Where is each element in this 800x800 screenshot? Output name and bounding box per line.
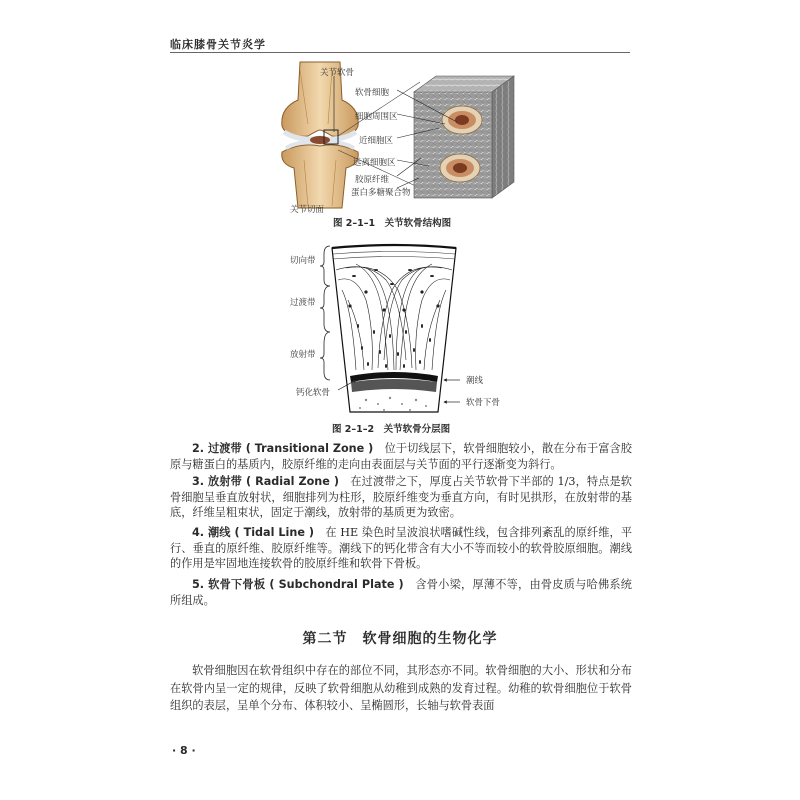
paragraph-radial-zone [170, 474, 632, 521]
label-radial-zone: 放射带 [290, 350, 316, 360]
paragraph-text: 位于切线层下，软骨细胞较小，散在分布于富含胶原与糖蛋白的基质内，胶原纤维的走向由表面层与关节面的平行逐渐变为斜行。 [170, 442, 632, 471]
term-transitional-zone: 2. 过渡带 ( Transitional Zone ) [192, 442, 374, 455]
section-title: 第二节 软骨细胞的生物化学 [302, 631, 498, 647]
figure1-leader-lines [395, 84, 475, 194]
paragraph-text: 含骨小梁，厚薄不等，由骨皮质与哈佛系统所组成。 [170, 578, 632, 607]
section-body-paragraph [170, 662, 632, 715]
label-pericellular-zone: 细胞周围区 [355, 112, 398, 122]
label-tangential-zone: 切向带 [290, 256, 316, 266]
label-chondrocyte: 软骨细胞 [355, 88, 390, 98]
figure2-caption: 图 2–1–2 关节软骨分层图 [332, 424, 451, 435]
label-collagen-fiber: 胶原纤维 [355, 175, 390, 185]
term-subchondral-plate: 5. 软骨下骨板 ( Subchondral Plate ) [192, 578, 404, 591]
label-subchondral-bone: 软骨下骨 [466, 398, 501, 408]
paragraph-text: 在 HE 染色时呈波浪状嗜碱性线，包含排列紊乱的原纤维，平行、垂直的原纤维、胶原纤维等。潮线下的钙化带含有大小不等而较小的软骨胶原细胞。潮线的作用是牢固地连接软骨的胶原纤维和软骨下骨板。 [170, 526, 633, 571]
figure2-brackets [316, 244, 334, 394]
label-calcified-cartilage: 钙化软骨 [296, 388, 331, 398]
term-radial-zone: 3. 放射带 ( Radial Zone ) [192, 475, 339, 488]
term-tidal-line: 4. 潮线 ( Tidal Line ) [192, 526, 315, 539]
label-near-cell-zone: 近细胞区 [359, 136, 394, 146]
label-tidal-line: 潮线 [466, 376, 484, 386]
section-body-text: 软骨细胞因在软骨组织中存在的部位不同，其形态亦不同。软骨细胞的大小、形状和分布在软骨内呈一定的规律，反映了软骨细胞从幼稚到成熟的发育过程。幼稚的软骨细胞位于软骨组织的表层，呈单个分布、体积较小、呈椭圆形，长轴与软骨表面 [170, 664, 632, 712]
label-proteoglycan-complex: 蛋白多糖聚合物 [351, 188, 411, 198]
page-number: · 8 · [172, 744, 196, 757]
running-head: 临床膝骨关节炎学 [170, 38, 266, 51]
paragraph-transitional-zone [170, 441, 632, 472]
label-far-cell-zone: 远离细胞区 [353, 158, 396, 168]
paragraph-subchondral-plate [170, 577, 632, 608]
figure1-caption: 图 2–1–1 关节软骨结构图 [333, 218, 452, 229]
paragraph-tidal-line [170, 525, 632, 572]
label-joint-section: 关节切面 [290, 205, 325, 215]
header-rule [170, 52, 630, 53]
figure2-arrows [336, 374, 466, 406]
label-transitional-zone: 过渡带 [290, 298, 316, 308]
label-articular-cartilage: 关节软骨 [320, 68, 355, 78]
paragraph-text: 在过渡带之下，厚度占关节软骨下半部的 1/3，特点是软骨细胞呈垂直放射状，细胞排列为柱形，胶原纤维变为垂直方向，有时见拱形，在放射带的基底，纤维呈粗束状，固定于潮线，放射带的基质更为致密。 [170, 475, 632, 520]
